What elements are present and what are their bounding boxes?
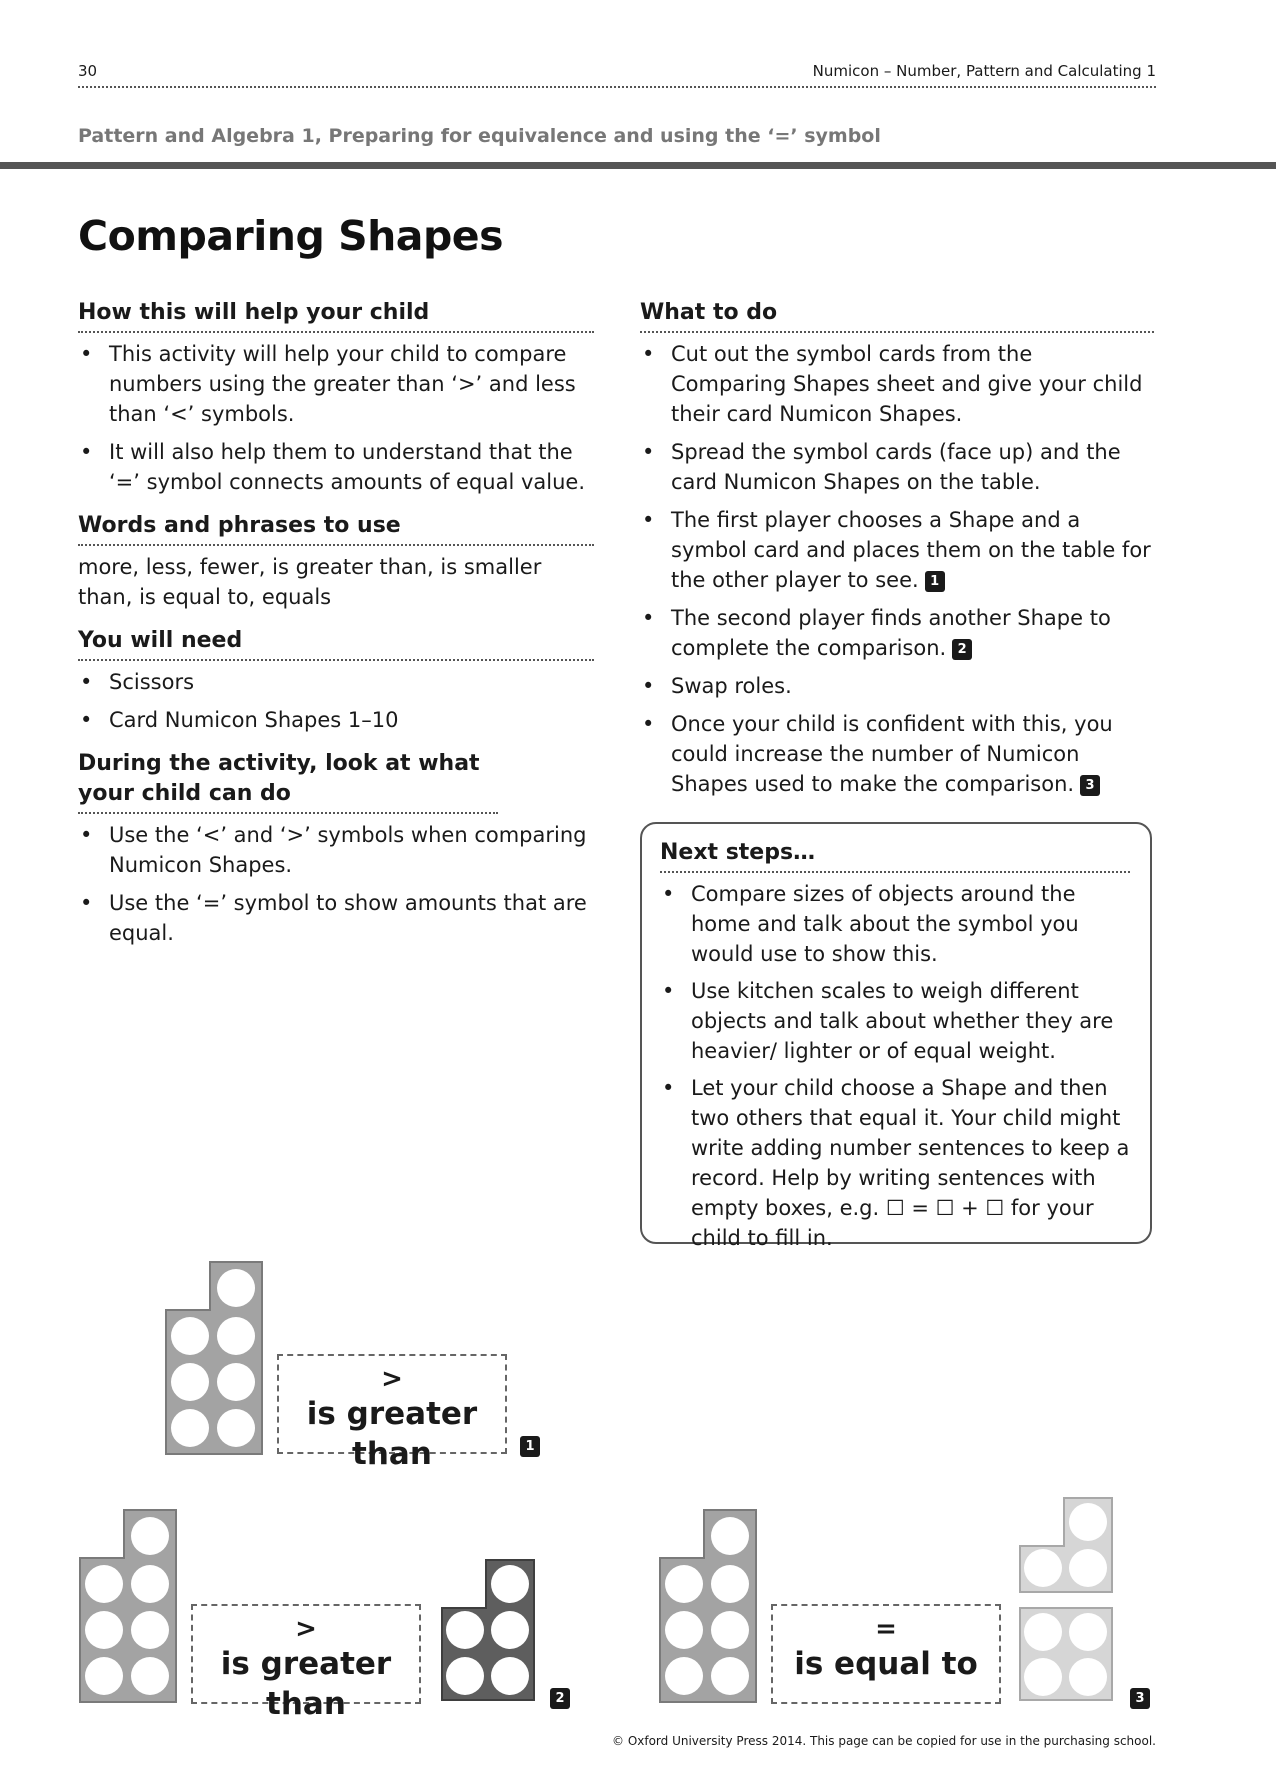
help-heading: How this will help your child xyxy=(78,298,594,333)
numicon-shape-3-illustration xyxy=(1014,1494,1118,1596)
right-column xyxy=(640,298,1154,813)
unit-subtitle: Pattern and Algebra 1, Preparing for equivalence and using the ‘=’ symbol xyxy=(78,125,881,147)
copyright-notice: © Oxford University Press 2014. This page can be copied for use in the purchasing school. xyxy=(612,1734,1156,1748)
book-title: Numicon – Number, Pattern and Calculating 1 xyxy=(812,62,1156,80)
during-item: • Use the ‘<’ and ‘>’ symbols when comparing Numicon Shapes. xyxy=(78,820,594,880)
next-steps-box xyxy=(640,822,1152,1250)
need-heading: You will need xyxy=(78,626,594,661)
words-text: more, less, fewer, is greater than, is smaller than, is equal to, equals xyxy=(78,555,542,609)
todo-item-text: The second player finds another Shape to complete the comparison. xyxy=(671,606,1111,660)
step-badge: 3 xyxy=(1130,1688,1150,1709)
todo-item-text: The first player chooses a Shape and a symbol card and places them on the table for the other player to see. xyxy=(671,508,1151,592)
words-heading: Words and phrases to use xyxy=(78,511,594,546)
card-text: is greater than xyxy=(220,1646,392,1722)
numicon-shape-4-illustration xyxy=(1014,1604,1118,1704)
card-text: is greater than xyxy=(306,1396,478,1472)
header-divider xyxy=(78,86,1156,88)
need-item: • Card Numicon Shapes 1–10 xyxy=(78,705,594,735)
help-item: • It will also help them to understand that the ‘=’ symbol connects amounts of equal value. xyxy=(78,437,594,497)
help-section xyxy=(78,298,594,497)
page-number: 30 xyxy=(78,62,98,80)
step-badge: 3 xyxy=(1080,775,1100,796)
numicon-shape-5-illustration xyxy=(436,1556,540,1704)
next-steps-heading: Next steps… xyxy=(660,838,1130,873)
next-steps-item: • Use kitchen scales to weigh different objects and talk about whether they are heavier/ lighter or of equal weight. xyxy=(660,976,1130,1066)
step-badge: 1 xyxy=(925,571,945,592)
need-section xyxy=(78,626,594,735)
numicon-shape-7-illustration xyxy=(160,1258,270,1458)
step-badge: 2 xyxy=(952,639,972,660)
numicon-shape-7-illustration xyxy=(654,1506,764,1706)
card-symbol: > xyxy=(295,1614,317,1644)
todo-item xyxy=(640,505,1154,595)
todo-section xyxy=(640,298,1154,799)
need-item: • Scissors xyxy=(78,667,594,697)
words-section xyxy=(78,511,594,612)
left-column xyxy=(78,298,594,962)
todo-heading: What to do xyxy=(640,298,1154,333)
card-symbol: = xyxy=(875,1614,897,1644)
todo-item xyxy=(640,709,1154,799)
card-text: is equal to xyxy=(794,1646,978,1682)
todo-item xyxy=(640,339,1154,429)
during-section xyxy=(78,749,594,948)
card-symbol: > xyxy=(381,1364,403,1394)
symbol-card-equal-to xyxy=(771,1604,1001,1704)
todo-item xyxy=(640,671,1154,701)
symbol-card-greater-than xyxy=(277,1354,507,1472)
help-item: • This activity will help your child to compare numbers using the greater than ‘>’ and less than ‘<’ symbols. xyxy=(78,339,594,429)
during-item: • Use the ‘=’ symbol to show amounts that are equal. xyxy=(78,888,594,948)
header-rule xyxy=(0,162,1276,169)
next-steps-item: • Let your child choose a Shape and then two others that equal it. Your child might write adding number sentences to keep a record. Help by writing sentences with empty boxes, e.g. ☐ = ☐ + ☐ for your child to fill in. xyxy=(660,1073,1130,1253)
todo-item-text: Spread the symbol cards (face up) and the card Numicon Shapes on the table. xyxy=(671,440,1121,494)
todo-item-text: Swap roles. xyxy=(671,674,792,698)
todo-item-text: Cut out the symbol cards from the Comparing Shapes sheet and give your child their card Numicon Shapes. xyxy=(671,342,1143,426)
during-heading: During the activity, look at what your child can do xyxy=(78,749,498,814)
page-title: Comparing Shapes xyxy=(78,212,504,260)
next-steps-item: • Compare sizes of objects around the home and talk about the symbol you would use to show this. xyxy=(660,879,1130,969)
todo-item-text: Once your child is confident with this, you could increase the number of Numicon Shapes used to make the comparison. xyxy=(671,712,1113,796)
symbol-card-greater-than xyxy=(191,1604,421,1722)
todo-item xyxy=(640,603,1154,663)
step-badge: 1 xyxy=(520,1436,540,1457)
todo-item xyxy=(640,437,1154,497)
step-badge: 2 xyxy=(550,1688,570,1709)
numicon-shape-7-illustration xyxy=(74,1506,184,1706)
